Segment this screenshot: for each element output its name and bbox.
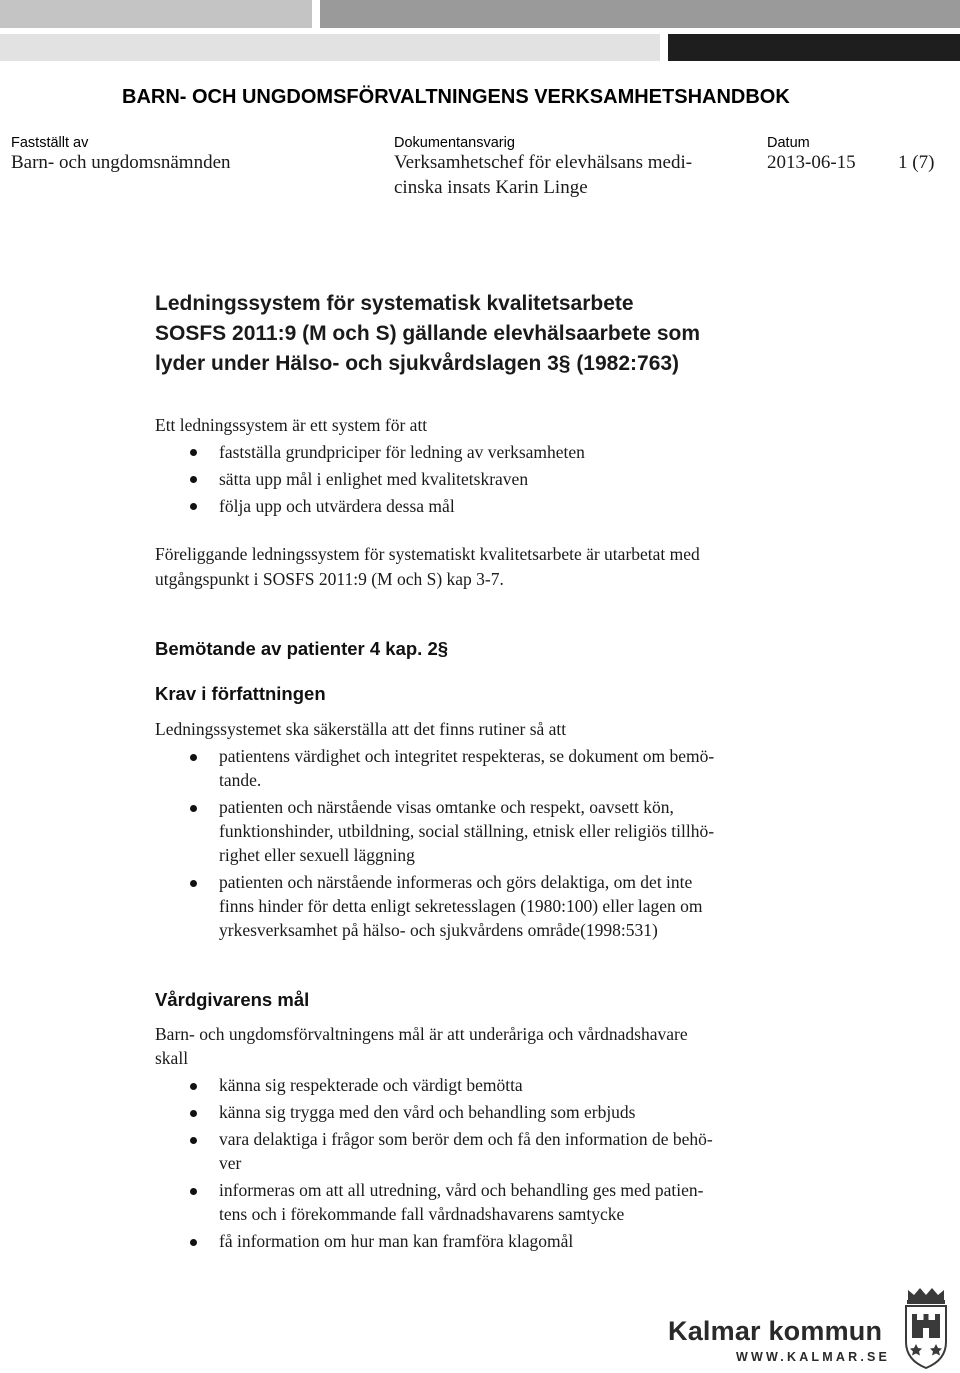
requirement-intro: Ledningssystemet ska säkerställa att det finns rutiner så att	[155, 719, 567, 739]
intro-text: Ett ledningssystem är ett system för att	[155, 415, 428, 435]
section-heading: Bemötande av patienter 4 kap. 2§	[155, 638, 449, 659]
owner-value-line2: cinska insats Karin Linge	[394, 177, 588, 198]
owner-label: Dokumentansvarig	[394, 135, 515, 151]
requirement-bullet-line: patientens värdighet och integritet respekteras, se dokument om bemö-	[219, 746, 715, 766]
requirement-bullet-line: yrkesverksamhet på hälso- och sjukvårdens område(1998:531)	[219, 920, 658, 940]
header-bar-lower-right	[668, 34, 960, 61]
document-title-line2: SOSFS 2011:9 (M och S) gällande elevhälsaarbete som	[155, 322, 701, 345]
goals-intro-line2: skall	[155, 1048, 189, 1068]
header-bar-lower-left	[0, 34, 660, 61]
goals-bullet-line: informeras om att all utredning, vård och behandling ges med patien-	[219, 1180, 704, 1200]
document-title-line1: Ledningssystem för systematisk kvalitetsarbete	[155, 292, 634, 315]
bullet-icon	[190, 1137, 197, 1144]
description-line2: utgångspunkt i SOSFS 2011:9 (M och S) kap 3-7.	[155, 569, 504, 589]
bullet-icon	[190, 805, 197, 812]
logo-url: WWW.KALMAR.SE	[736, 1350, 891, 1364]
bullet-icon	[190, 754, 197, 761]
coat-of-arms-icon	[902, 1286, 950, 1370]
requirement-bullet-line: tande.	[219, 770, 262, 790]
requirement-bullet-line: funktionshinder, utbildning, social ställning, etnisk eller religiös tillhö-	[219, 821, 715, 841]
owner-value-line1: Verksamhetschef för elevhälsans medi-	[394, 152, 693, 173]
bullet-icon	[190, 1188, 197, 1195]
goals-heading: Vårdgivarens mål	[155, 989, 310, 1010]
goals-bullet-line: vara delaktiga i frågor som berör dem och få den information de behö-	[219, 1129, 713, 1149]
intro-bullet-item: följa upp och utvärdera dessa mål	[219, 496, 455, 516]
bullet-icon	[190, 1083, 197, 1090]
requirement-bullet-line: patienten och närstående visas omtanke och respekt, oavsett kön,	[219, 797, 674, 817]
requirement-bullet-line: patienten och närstående informeras och görs delaktiga, om det inte	[219, 872, 693, 892]
goals-bullet-line: känna sig trygga med den vård och behandling som erbjuds	[219, 1102, 636, 1122]
intro-bullet-item: fastställa grundpriciper för ledning av verksamheten	[219, 442, 585, 462]
page-indicator: 1 (7)	[898, 152, 935, 173]
bullet-icon	[190, 1239, 197, 1246]
goals-bullet-line: tens och i förekommande fall vårdnadshavarens samtycke	[219, 1204, 625, 1224]
header-bar-left	[0, 0, 312, 28]
document-title-line3: lyder under Hälso- och sjukvårdslagen 3§ (1982:763)	[155, 352, 680, 375]
goals-bullet-line: ver	[219, 1153, 242, 1173]
goals-bullet-line: få information om hur man kan framföra klagomål	[219, 1231, 574, 1251]
established-label: Fastställt av	[11, 135, 89, 151]
logo-name: Kalmar kommun	[668, 1316, 883, 1346]
bullet-icon	[190, 503, 197, 510]
goals-bullet-line: känna sig respekterade och värdigt bemötta	[219, 1075, 523, 1095]
bullet-icon	[190, 880, 197, 887]
handbook-title: BARN- OCH UNGDOMSFÖRVALTNINGENS VERKSAMHETSHANDBOK	[122, 86, 790, 108]
bullet-icon	[190, 449, 197, 456]
requirement-bullet-line: righet eller sexuell läggning	[219, 845, 415, 865]
goals-intro-line1: Barn- och ungdomsförvaltningens mål är att underåriga och vårdnadshavare	[155, 1024, 688, 1044]
requirement-bullet-line: finns hinder för detta enligt sekretesslagen (1980:100) eller lagen om	[219, 896, 703, 916]
header-bar-right	[320, 0, 960, 28]
intro-bullet-item: sätta upp mål i enlighet med kvalitetskraven	[219, 469, 529, 489]
subsection-heading: Krav i författningen	[155, 683, 326, 704]
established-value: Barn- och ungdomsnämnden	[11, 152, 231, 173]
description-line1: Föreliggande ledningssystem för systematiskt kvalitetsarbete är utarbetat med	[155, 544, 700, 564]
date-label: Datum	[767, 135, 810, 151]
bullet-icon	[190, 1110, 197, 1117]
date-value: 2013-06-15	[767, 152, 856, 173]
bullet-icon	[190, 476, 197, 483]
